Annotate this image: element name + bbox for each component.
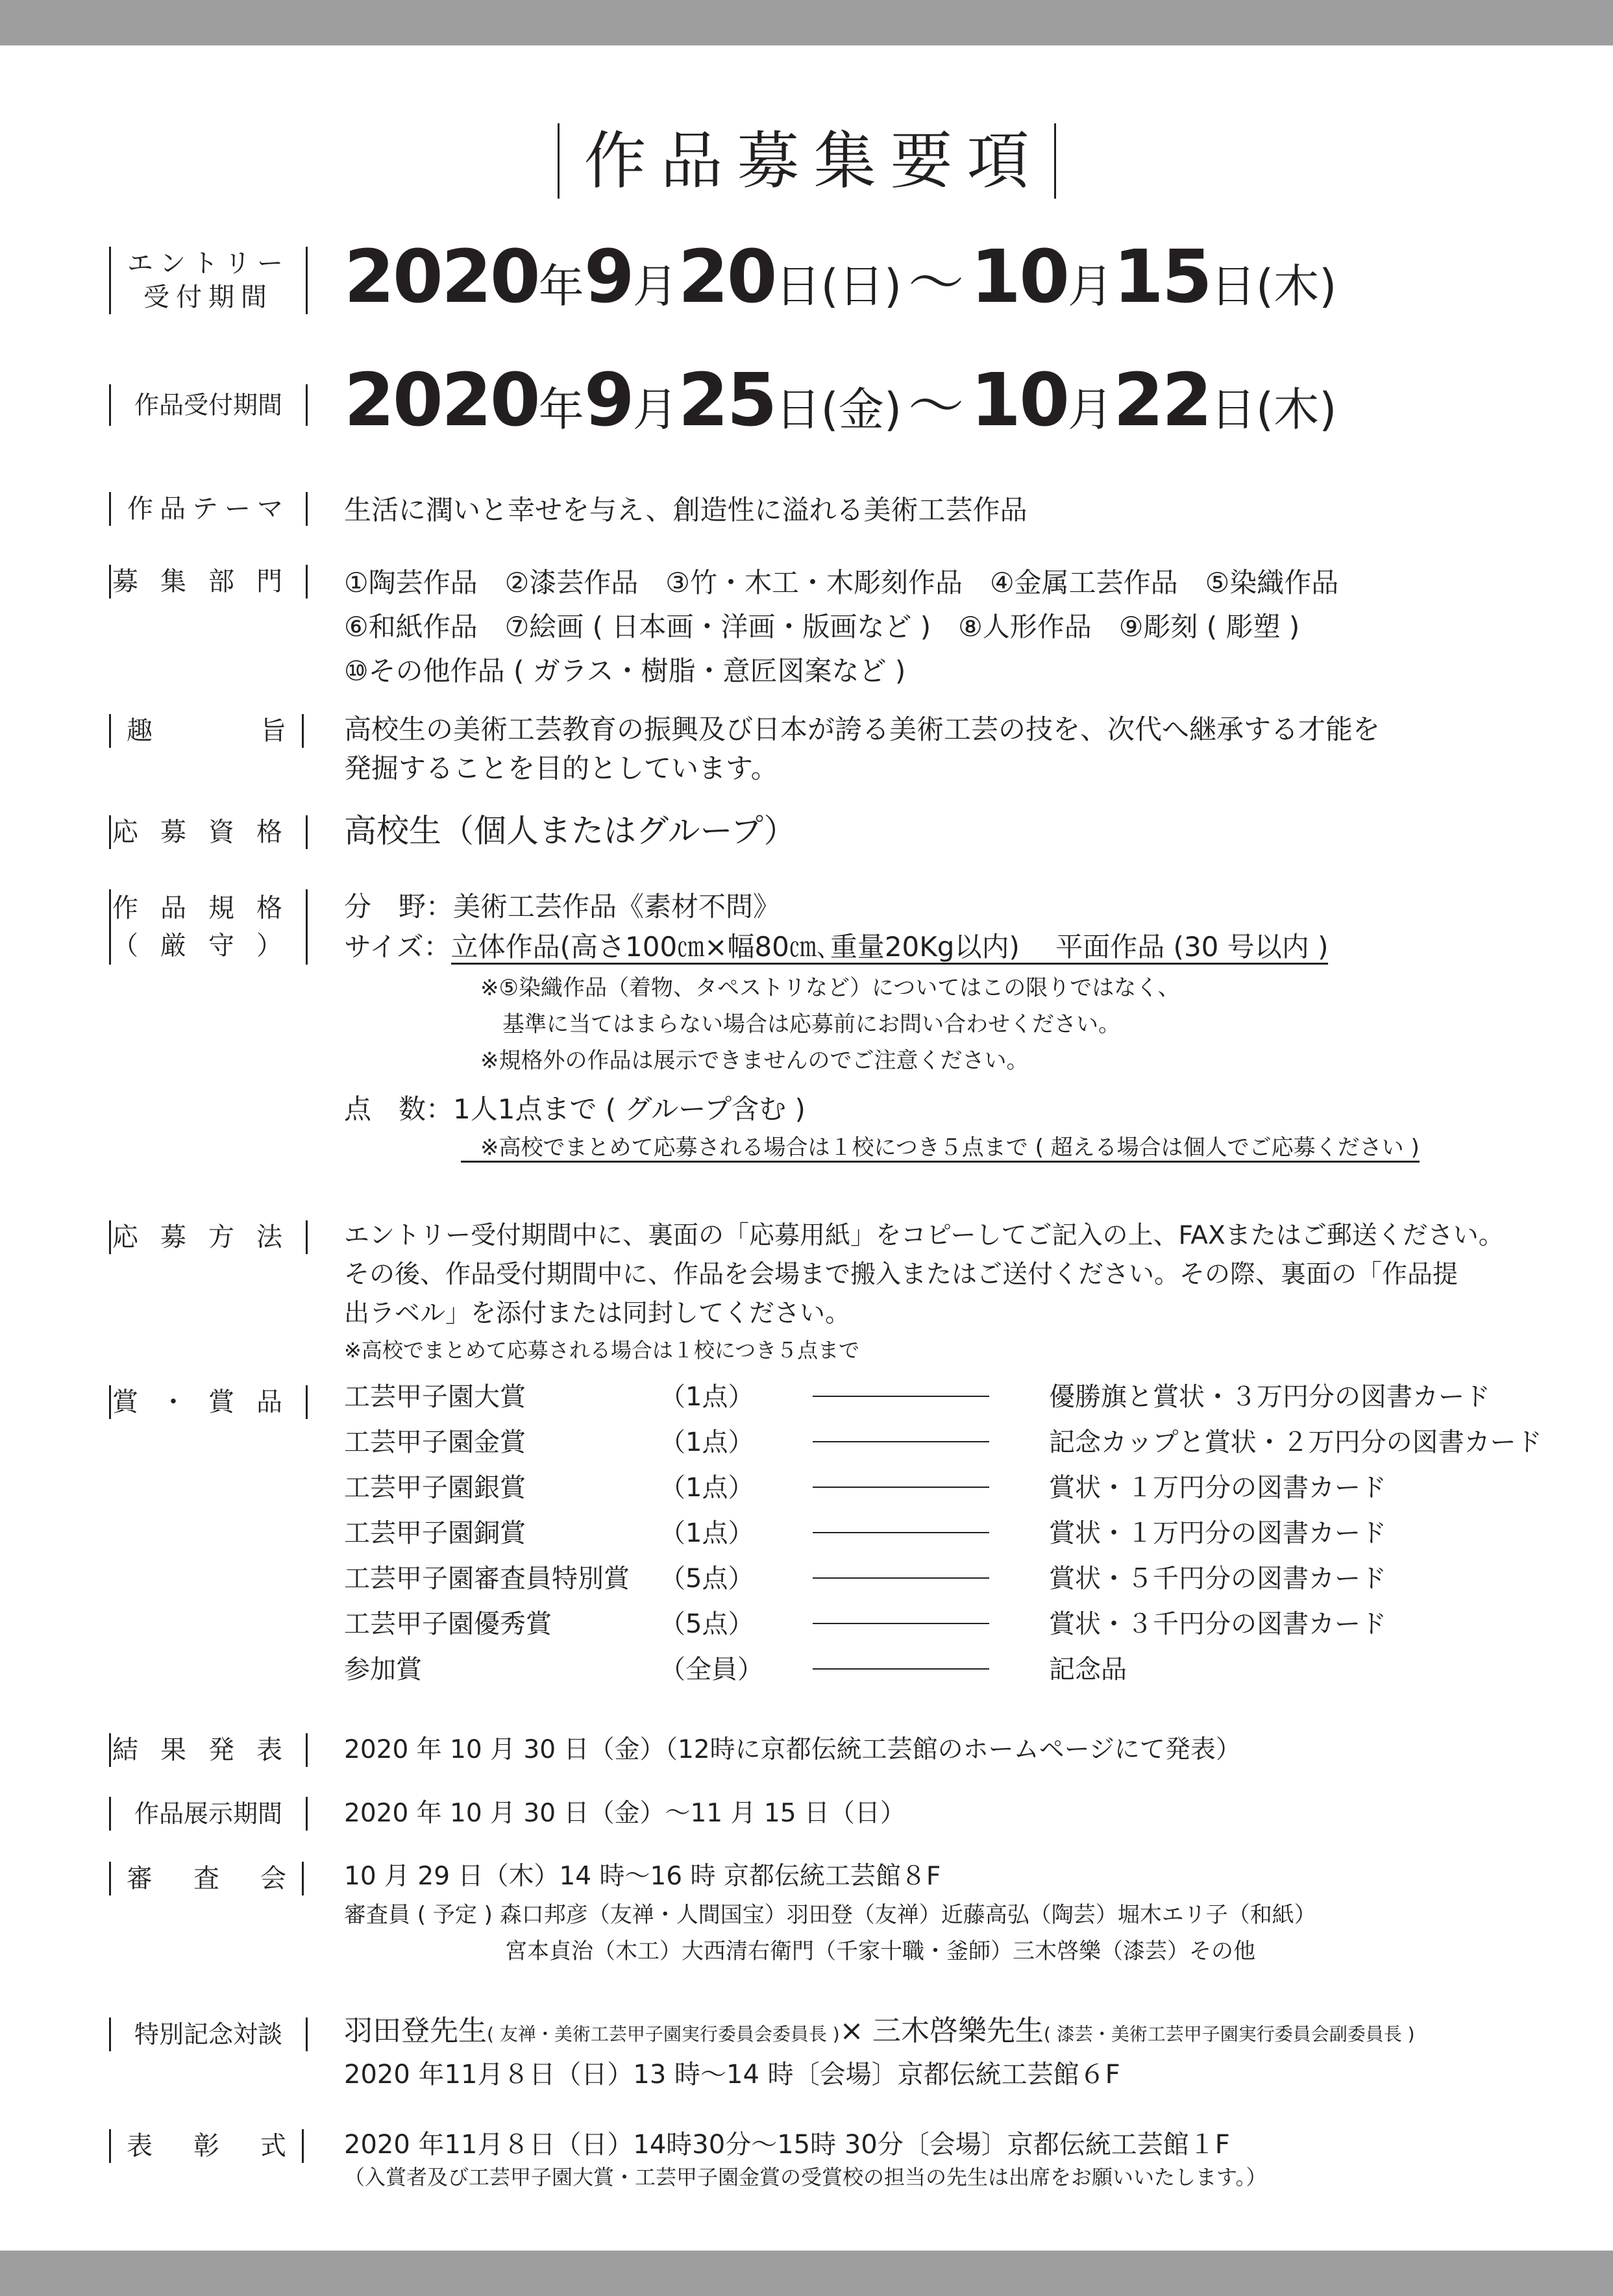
prize-row: 工芸甲子園金賞 （1点） 記念カップと賞状・２万円分の図書カード — [344, 1427, 1542, 1457]
category-line: ⑥和紙作品 ⑦絵画 ( 日本画・洋画・版画など ) ⑧人形作品 ⑨彫刻 ( 彫塑 ) — [344, 611, 1300, 643]
prize-divider — [813, 1396, 989, 1397]
prize-divider — [813, 1623, 989, 1624]
theme-text: 生活に潤いと幸せを与え、創造性に溢れる美術工芸作品 — [344, 494, 1028, 526]
spec-note: 基準に当てはまらない場合は応募前にお問い合わせください。 — [480, 1011, 1120, 1037]
talk-body: 羽田登先生( 友禅・美術工芸甲子園実行委員会委員長 )× 三木啓樂先生( 漆芸・美術工芸甲子園実行委員会副委員長 ) 2020 年11月８日（日）13 時〜14 時〔会場〕京都伝統工芸館６F — [344, 2014, 1415, 2090]
prize-row: 工芸甲子園銀賞 （1点） 賞状・１万円分の図書カード — [344, 1473, 1386, 1503]
submission-period-label: 作品受付期間 — [109, 384, 308, 426]
specs-label: 作品規格 （厳守） — [109, 889, 308, 965]
prize-divider — [813, 1441, 989, 1442]
ceremony-body: 2020 年11月８日（日）14時30分〜15時 30分〔会場〕京都伝統工芸館１F （入賞者及び工芸甲子園大賞・工芸甲子園金賞の受賞校の担当の先生は出席をお願いいたします。） — [344, 2130, 1267, 2190]
spec-size: サイズ：立体作品(高さ100㎝×幅80㎝､重量20Kg以内) 平面作品 (30 号以内 ) — [344, 927, 1420, 967]
results-text: 2020 年 10 月 30 日（金）（12時に京都伝統工芸館のホームページにて発表） — [344, 1735, 1241, 1764]
prize-row: 工芸甲子園優秀賞 （5点） 賞状・３千円分の図書カード — [344, 1609, 1386, 1639]
bottom-band — [0, 2251, 1613, 2296]
judging-label: 審 査 会 — [109, 1862, 304, 1895]
entry-period-date: 2020 年 9 月 20 日 (日) 〜 10 月 15 日 (木) — [344, 235, 1337, 319]
categories-label: 募集部門 — [109, 565, 308, 599]
submission-period-date: 2020 年 9 月 25 日 (金) 〜 10 月 22 日 (木) — [344, 358, 1337, 443]
theme-label: 作品テーマ — [109, 492, 308, 526]
prize-row: 工芸甲子園銅賞 （1点） 賞状・１万円分の図書カード — [344, 1518, 1386, 1548]
spec-count-note: ※高校でまとめて応募される場合は１校につき５点まで ( 超える場合は個人でご応募ください ) — [344, 1129, 1420, 1166]
spec-field: 分 野：美術工芸作品《素材不問》 — [344, 891, 781, 922]
entry-period-label: エントリー 受付期間 — [109, 247, 308, 314]
page-title: 作品募集要項 — [558, 123, 1056, 199]
purpose-label: 趣 旨 — [109, 714, 304, 748]
judging-body: 10 月 29 日（木）14 時〜16 時 京都伝統工芸館８F 審査員 ( 予定 ) 森口邦彦（友禅・人間国宝）羽田登（友禅）近藤高弘（陶芸）堀木エリ子（和紙） 宮本貞治（木工）大西清右衛門（千家十職・釜師）三木啓樂（漆芸）その他 — [344, 1862, 1316, 1964]
prize-row: 参加賞 （全員） 記念品 — [344, 1655, 1127, 1685]
prize-divider — [813, 1487, 989, 1488]
categories-list — [344, 561, 1338, 693]
exhibition-text: 2020 年 10 月 30 日（金）〜11 月 15 日（日） — [344, 1799, 905, 1828]
spec-note: ※⑤染織作品（着物、タペストリなど）についてはこの限りではなく、 — [480, 975, 1180, 1001]
prize-table — [344, 1376, 1577, 1694]
specs-body — [344, 887, 1420, 1166]
method-text: エントリー受付期間中に、裏面の「応募用紙」をコピーしてご記入の上、FAXまたはご郵送ください。 その後、作品受付期間中に、作品を会場まで搬入またはご送付ください。その際、裏面の「作品提 出ラベル」を添付または同封してください。 ※高校でまとめて応募される場合は１校につき５点まで — [344, 1221, 1504, 1363]
prize-divider — [813, 1668, 989, 1670]
purpose-text: 高校生の美術工芸教育の振興及び日本が誇る美術工芸の技を、次代へ継承する才能を 発掘することを目的としています。 — [344, 713, 1381, 784]
prize-divider — [813, 1577, 989, 1579]
eligibility-text: 高校生（個人またはグループ） — [344, 812, 796, 850]
method-label: 応募方法 — [109, 1220, 308, 1254]
prizes-label: 賞・賞品 — [109, 1385, 308, 1419]
spec-note: ※規格外の作品は展示できませんのでご注意ください。 — [480, 1048, 1029, 1074]
prize-divider — [813, 1532, 989, 1533]
category-line: ①陶芸作品 ②漆芸作品 ③竹・木工・木彫刻作品 ④金属工芸作品 ⑤染織作品 — [344, 567, 1339, 599]
ceremony-label: 表 彰 式 — [109, 2129, 304, 2163]
category-line: ⑩その他作品 ( ガラス・樹脂・意匠図案など ) — [344, 655, 906, 687]
talk-label: 特別記念対談 — [109, 2018, 308, 2051]
exhibition-label: 作品展示期間 — [109, 1797, 308, 1831]
results-label: 結果発表 — [109, 1733, 308, 1767]
spec-count: 点 数：1人1点まで ( グループ含む ) — [344, 1093, 806, 1125]
top-band — [0, 0, 1613, 45]
prize-row: 工芸甲子園審査員特別賞 （5点） 賞状・５千円分の図書カード — [344, 1564, 1386, 1594]
prize-row: 工芸甲子園大賞 （1点） 優勝旗と賞状・３万円分の図書カード — [344, 1382, 1490, 1412]
title-block — [0, 123, 1613, 199]
eligibility-label: 応募資格 — [109, 815, 308, 849]
